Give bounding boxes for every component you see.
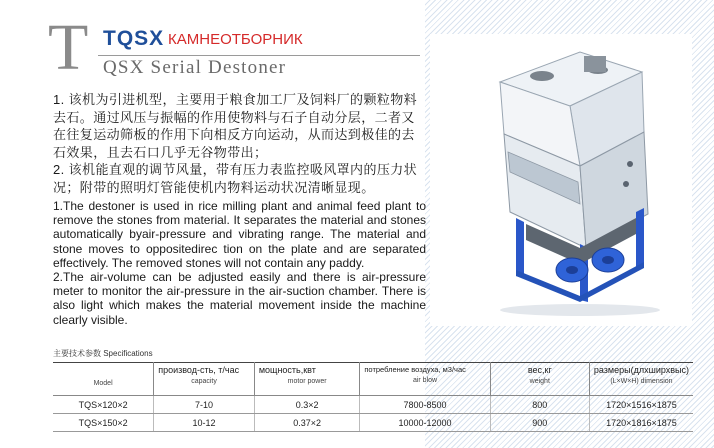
specs-header-row — [53, 363, 693, 396]
table-row — [53, 396, 693, 414]
description-en-paragraph: 1.The destoner is used in rice milling plant and animal feed plant to remove the stones from material. It separates the material and stones automatically byair-pressure and vibrating range. The material and stone moves to oppositedirec tion on the plate and are separated effectively. The removed stones will not contain any paddy. — [53, 199, 426, 270]
col-header-dimension — [589, 363, 693, 396]
col-header-en: motor power — [287, 378, 327, 385]
description-cn-paragraph: 1. 该机为引进机型，主要用于粮食加工厂及饲料厂的颗粒物料去石。通过风压与振幅的作用使物料与石子自动分层，二者又在往复运动筛板的作用下向相反方向运动，从而达到极佳的去石效果，且去石口几乎无谷物带出； — [53, 92, 418, 160]
col-header-model — [53, 363, 154, 396]
col-header-ru: вес,кг — [527, 365, 552, 375]
machine-photo — [430, 34, 692, 326]
cell-capacity: 7-10 — [154, 396, 255, 414]
col-header-weight — [490, 363, 589, 396]
col-header-en: capacity — [191, 378, 217, 385]
cell-motor-power: 0.37×2 — [254, 414, 360, 432]
col-header-motor-power — [254, 363, 360, 396]
table-row — [53, 414, 693, 432]
cell-weight: 800 — [490, 396, 589, 414]
col-header-en: Model — [93, 380, 113, 387]
cell-capacity: 10-12 — [154, 414, 255, 432]
description-en-paragraph: 2.The air-volume can be adjusted easily and there is air-pressure meter to monitor the air-pressure in the air-suction chamber. There is also light which makes the material movement inside the machine clearly visible. — [53, 270, 426, 327]
description-cn-paragraph: 2. 该机能直观的调节风量，带有压力表监控吸风罩内的压力状况；附带的照明灯管能使机内物料运动状况清晰显现。 — [53, 162, 418, 195]
description-en — [53, 199, 426, 327]
description-cn — [53, 91, 423, 196]
cell-air-blow: 7800-8500 — [360, 396, 490, 414]
title-en: QSX Serial Destoner — [103, 57, 287, 78]
cell-air-blow: 10000-12000 — [360, 414, 490, 432]
title-ru: КАМНЕОТБОРНИК — [168, 31, 303, 48]
col-header-en: (L×W×H) dimension — [610, 378, 673, 385]
col-header-en: weight — [529, 378, 550, 385]
cell-weight: 900 — [490, 414, 589, 432]
col-header-ru: производ-сть, т/час — [158, 365, 240, 375]
cell-model: TQS×150×2 — [53, 414, 154, 432]
cell-model: TQS×120×2 — [53, 396, 154, 414]
col-header-en: air blow — [412, 377, 438, 384]
cell-dimension: 1720×1516×1875 — [589, 396, 693, 414]
col-header-ru: размеры(длхширхвыс) — [593, 365, 689, 375]
col-header-ru: потребление воздуха, м3/час — [364, 365, 466, 374]
cell-motor-power: 0.3×2 — [254, 396, 360, 414]
col-header-air-blow — [360, 363, 490, 396]
model-code: TQSX — [103, 27, 165, 50]
cell-dimension: 1720×1816×1875 — [589, 414, 693, 432]
header-letter: T — [48, 11, 89, 84]
title-divider — [98, 55, 420, 56]
destoner-machine-illustration — [430, 34, 692, 326]
specs-table — [53, 362, 693, 432]
specs-caption: 主要技术参数 Specifications — [53, 349, 153, 358]
col-header-capacity — [154, 363, 255, 396]
col-header-ru: мощность,квт — [258, 365, 316, 375]
